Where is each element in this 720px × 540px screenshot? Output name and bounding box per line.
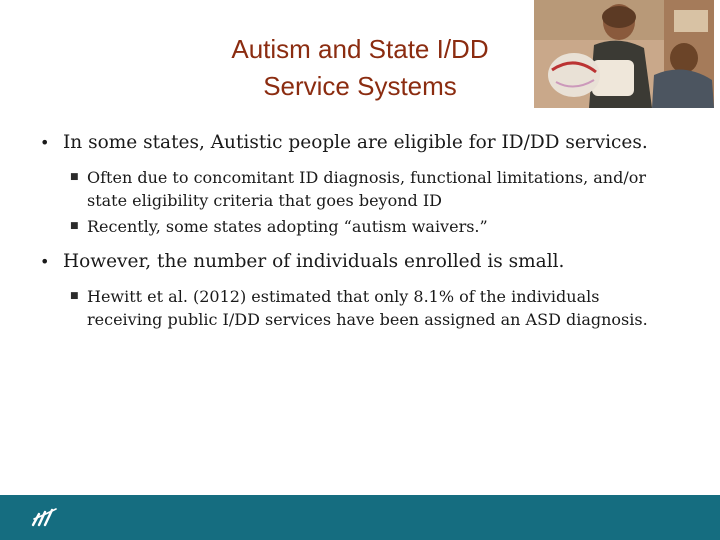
bullet-text: However, the number of individuals enrolled is small. bbox=[63, 251, 565, 272]
slide-title-line-1: Autism and State I/DD bbox=[231, 34, 489, 64]
subbullet-text: Hewitt et al. (2012) estimated that only 8.1% of the individuals receiving public I/DD services have been assigned an ASD diagnosis. bbox=[87, 287, 648, 329]
bullet-item bbox=[28, 131, 663, 154]
subbullet-item bbox=[28, 215, 667, 238]
subbullet-text: Recently, some states adopting “autism waivers.” bbox=[87, 217, 488, 236]
round-bullet-icon: • bbox=[40, 252, 50, 271]
subbullet-item bbox=[28, 166, 667, 212]
subbullet-item bbox=[28, 285, 667, 331]
slide-title bbox=[150, 31, 570, 105]
footer-bar bbox=[0, 495, 720, 540]
bullet-item bbox=[28, 250, 663, 273]
square-bullet-icon: ■ bbox=[70, 291, 79, 301]
slide-title-line-2: Service Systems bbox=[263, 71, 457, 101]
square-bullet-icon: ■ bbox=[70, 221, 79, 231]
square-bullet-icon: ■ bbox=[70, 172, 79, 182]
round-bullet-icon: • bbox=[40, 133, 50, 152]
bullet-text: In some states, Autistic people are eligible for ID/DD services. bbox=[63, 132, 648, 153]
header-photo bbox=[534, 0, 714, 108]
brand-logo-icon bbox=[30, 505, 58, 529]
slide-body bbox=[28, 131, 688, 334]
subbullet-text: Often due to concomitant ID diagnosis, functional limitations, and/or state eligibility criteria that goes beyond ID bbox=[87, 168, 647, 210]
